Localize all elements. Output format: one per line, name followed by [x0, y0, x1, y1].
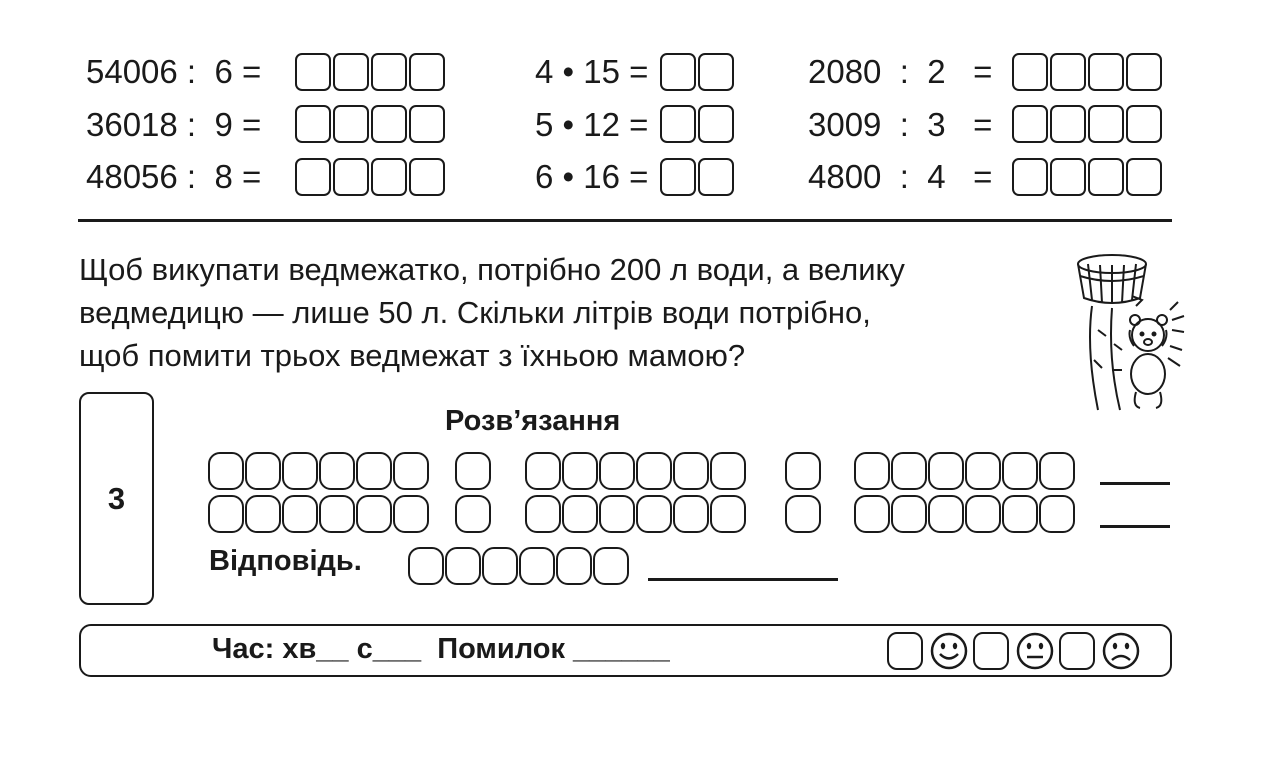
section-divider [78, 219, 1172, 222]
division-expression-5: 3009 : 3 = [808, 106, 993, 143]
answer-boxes[interactable] [1012, 53, 1164, 91]
answer-unit-blank[interactable] [648, 578, 838, 581]
answer-label: Відповідь. [209, 545, 362, 577]
division-expression-2: 36018 : 9 = [86, 106, 262, 143]
footer-bar [79, 624, 1172, 677]
multiplication-expression-1: 4 • 15 = [535, 53, 649, 90]
multiplication-expression-3: 6 • 16 = [535, 158, 649, 195]
happy-face-icon [929, 631, 969, 671]
problem-line: Щоб викупати ведмежатко, потрібно 200 л води, а велику [79, 252, 905, 287]
sad-face-icon [1101, 631, 1141, 671]
answer-boxes[interactable] [660, 105, 736, 143]
rating-checkbox[interactable] [973, 632, 1009, 670]
operator-cell[interactable] [785, 495, 822, 533]
division-expression-3: 48056 : 8 = [86, 158, 262, 195]
answer-boxes[interactable] [660, 53, 736, 91]
word-problem [79, 248, 1039, 377]
problem-line: щоб помити трьох ведмежат з їхньою мамою? [79, 338, 746, 373]
rating-checkbox[interactable] [1059, 632, 1095, 670]
bear-shower-illustration [1072, 250, 1192, 415]
time-errors-label: Час: хв__ с___ Помилок ______ [212, 633, 670, 665]
division-expression-4: 2080 : 2 = [808, 53, 993, 90]
problem-line: ведмедицю — лише 50 л. Скільки літрів води потрібно, [79, 295, 871, 330]
answer-boxes[interactable] [660, 158, 736, 196]
task-number: 3 [107, 480, 126, 516]
solution-cells[interactable] [208, 452, 430, 490]
unit-blank[interactable] [1100, 525, 1170, 528]
unit-blank[interactable] [1100, 482, 1170, 485]
answer-boxes[interactable] [1012, 105, 1164, 143]
multiplication-expression-2: 5 • 12 = [535, 106, 649, 143]
solution-cells[interactable] [208, 495, 430, 533]
division-expression-6: 4800 : 4 = [808, 158, 993, 195]
solution-cells[interactable] [525, 452, 747, 490]
operator-cell[interactable] [455, 452, 492, 490]
solution-cells[interactable] [854, 452, 1076, 490]
answer-cells[interactable] [408, 547, 630, 585]
answer-boxes[interactable] [295, 158, 447, 196]
task-number-card [79, 392, 154, 605]
answer-boxes[interactable] [1012, 158, 1164, 196]
solution-heading: Розв’язання [445, 405, 621, 437]
neutral-face-icon [1015, 631, 1055, 671]
division-expression-1: 54006 : 6 = [86, 53, 262, 90]
operator-cell[interactable] [455, 495, 492, 533]
solution-cells[interactable] [525, 495, 747, 533]
answer-boxes[interactable] [295, 53, 447, 91]
operator-cell[interactable] [785, 452, 822, 490]
solution-cells[interactable] [854, 495, 1076, 533]
answer-boxes[interactable] [295, 105, 447, 143]
rating-checkbox[interactable] [887, 632, 923, 670]
